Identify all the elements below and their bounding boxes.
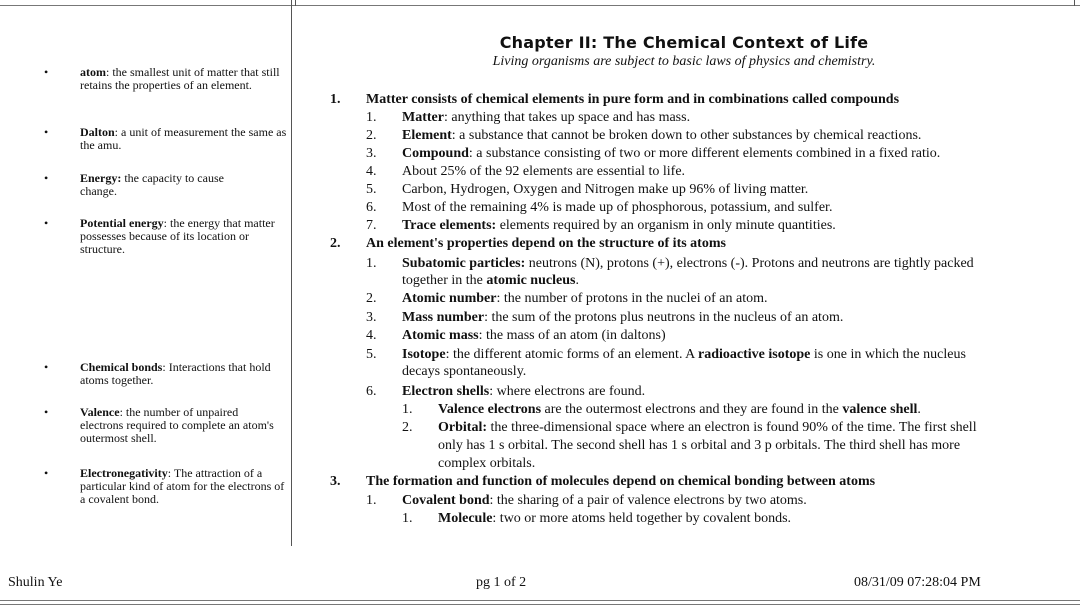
item-number: 2. (366, 291, 377, 306)
item-term: Isotope (402, 347, 446, 362)
top-border (0, 0, 1080, 6)
item-text: is one in which the nucleus (810, 347, 966, 362)
list-item (402, 291, 768, 307)
section-number: 3. (330, 474, 341, 489)
item-term: Mass number (402, 310, 485, 325)
list-item (402, 128, 921, 144)
list-item (402, 146, 940, 162)
item-number: 1. (366, 110, 377, 125)
item-text: : where electrons are found. (489, 384, 646, 399)
bullet: • (44, 216, 49, 230)
item-text: . (575, 273, 579, 288)
sub-list-item (438, 402, 921, 418)
item-number: 4. (366, 164, 377, 179)
section-number: 1. (330, 92, 341, 107)
term: Dalton (80, 125, 115, 139)
chapter-title: Chapter II: The Chemical Context of Life (499, 33, 869, 52)
item-text: : anything that takes up space and has mass. (443, 110, 691, 125)
list-item (402, 256, 974, 272)
list-item (402, 347, 966, 363)
footer-timestamp: 08/31/09 07:28:04 PM (854, 575, 981, 590)
item-number: 6. (366, 384, 377, 399)
item-term: Electron shells (402, 384, 490, 399)
definition: : a unit of measurement the same as the amu. (80, 125, 287, 152)
term: Valence (80, 405, 120, 419)
item-text: : the mass of an atom (in daltons) (478, 328, 666, 343)
list-item (402, 218, 836, 234)
item-text: : the sum of the protons plus neutrons in the nucleus of an atom. (484, 310, 844, 325)
item-number: 7. (366, 218, 377, 233)
list-item (402, 328, 666, 344)
definition: : the smallest unit of matter that still retains the properties of an element. (80, 65, 280, 92)
sub-list-item-continued: only has 1 s orbital. The second shell has 1 s orbital and 3 p orbitals. The third shell has more (438, 438, 961, 453)
bullet: • (44, 65, 49, 79)
list-item (402, 110, 690, 126)
item-number: 5. (366, 182, 377, 197)
item-number: 4. (366, 328, 377, 343)
item-number: 6. (366, 200, 377, 215)
list-item (402, 384, 645, 400)
chapter-subtitle: Living organisms are subject to basic laws of physics and chemistry. (492, 54, 876, 69)
item-text: neutrons (N), protons (+), electrons (-). Protons and neutrons are tightly packed (525, 256, 974, 271)
definition: : the number of unpaired electrons required to complete an atom's outermost shell. (80, 405, 274, 445)
subitem-number: 1. (402, 402, 413, 417)
item-term: radioactive isotope (698, 347, 811, 362)
list-item: About 25% of the 92 elements are essential to life. (402, 164, 686, 179)
item-term: Subatomic particles: (402, 256, 526, 271)
section-heading: The formation and function of molecules depend on chemical bonding between atoms (366, 474, 876, 489)
list-item: Most of the remaining 4% is made up of phosphorous, potassium, and sulfer. (402, 200, 833, 215)
term: Chemical bonds (80, 360, 163, 374)
footer-page-number: pg 1 of 2 (476, 575, 527, 590)
item-term: atomic nucleus (486, 273, 576, 288)
item-number: 5. (366, 347, 377, 362)
item-text: together in the (402, 273, 487, 288)
item-term: Atomic mass (402, 328, 479, 343)
definition: : the energy that matter possesses because of its location or structure. (80, 216, 275, 256)
item-text: : the number of protons in the nuclei of an atom. (496, 291, 768, 306)
column-divider (291, 0, 292, 546)
bullet: • (44, 125, 49, 139)
definition: : Interactions that hold atoms together. (80, 360, 271, 387)
item-term: Compound (402, 146, 469, 161)
bullet: • (44, 405, 49, 419)
item-number: 3. (366, 310, 377, 325)
item-term: valence shell (842, 402, 918, 417)
item-term: Covalent bond (402, 493, 490, 508)
item-text: . (917, 402, 921, 417)
item-term: Atomic number (402, 291, 497, 306)
subitem-number: 2. (402, 420, 413, 435)
item-term: Orbital: (438, 420, 487, 435)
section-heading: An element's properties depend on the structure of its atoms (366, 236, 726, 251)
item-term: Element (402, 128, 452, 143)
item-term: Matter (402, 110, 444, 125)
item-number: 1. (366, 256, 377, 271)
list-item-continued: decays spontaneously. (402, 364, 527, 379)
right-divider-top (1074, 0, 1075, 6)
item-text: are the outermost electrons and they are found in the (541, 402, 843, 417)
item-text: : two or more atoms held together by covalent bonds. (492, 511, 792, 526)
bullet: • (44, 360, 49, 374)
section-heading: Matter consists of chemical elements in pure form and in combinations called compounds (366, 92, 900, 107)
bullet: • (44, 171, 49, 185)
item-text: : a substance consisting of two or more different elements combined in a fixed ratio. (468, 146, 941, 161)
definition: : The attraction of a particular kind of atom for the electrons of a covalent bond. (80, 466, 285, 506)
item-term: Trace elements: (402, 218, 497, 233)
item-text: elements required by an organism in only minute quantities. (496, 218, 836, 233)
item-term: Molecule (438, 511, 493, 526)
term: Energy: (80, 171, 122, 185)
bottom-border-2 (0, 604, 1080, 605)
item-term: Valence electrons (438, 402, 542, 417)
section-number: 2. (330, 236, 341, 251)
term: atom (80, 65, 106, 79)
definition: the capacity to cause change. (80, 171, 224, 198)
bottom-border (0, 600, 1080, 601)
subitem-number: 1. (402, 511, 413, 526)
term: Potential energy (80, 216, 164, 230)
item-text: : a substance that cannot be broken down to other substances by chemical reactions. (451, 128, 922, 143)
footer-author: Shulin Ye (8, 575, 63, 590)
item-text: : the sharing of a pair of valence electrons by two atoms. (489, 493, 807, 508)
term: Electronegativity (80, 466, 168, 480)
item-text: : the different atomic forms of an element. A (445, 347, 699, 362)
item-number: 1. (366, 493, 377, 508)
list-item (402, 493, 807, 509)
item-text: the three-dimensional space where an electron is found 90% of the time. The first shell (487, 420, 977, 435)
bullet: • (44, 466, 49, 480)
column-divider-top (295, 0, 296, 6)
sub-list-item-continued: complex orbitals. (438, 456, 536, 471)
list-item-continued (402, 273, 579, 289)
sub-list-item (438, 420, 977, 436)
list-item: Carbon, Hydrogen, Oxygen and Nitrogen make up 96% of living matter. (402, 182, 809, 197)
item-number: 2. (366, 128, 377, 143)
list-item (402, 310, 843, 326)
item-number: 3. (366, 146, 377, 161)
sub-list-item (438, 511, 791, 527)
